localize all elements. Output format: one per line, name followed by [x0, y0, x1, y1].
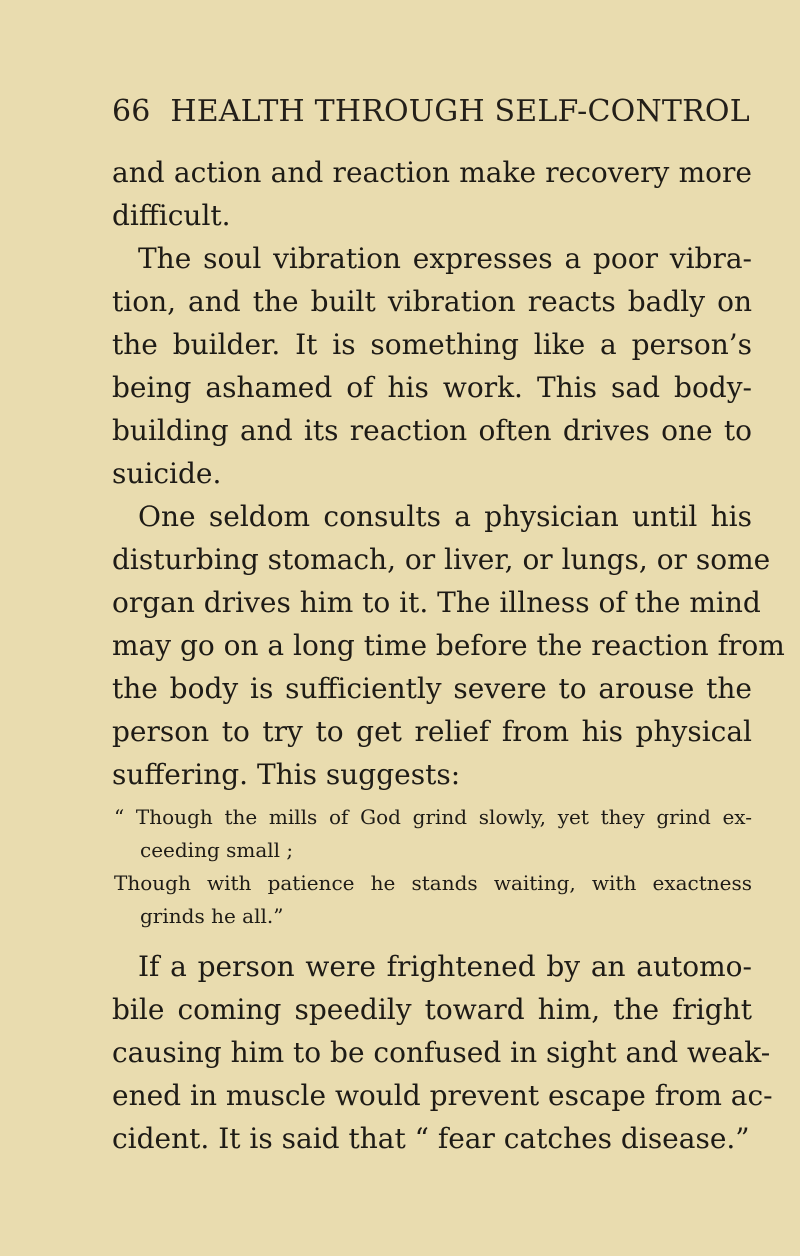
text-line: person to try to get relief from his physical — [112, 715, 752, 748]
block-quote — [112, 801, 752, 933]
quote-line: ceeding small ; — [140, 838, 294, 862]
text-line: being ashamed of his work. This sad body- — [112, 371, 752, 404]
text-line: and action and reaction make recovery more — [112, 156, 752, 189]
quote-line: “ Though the mills of God grind slowly, yet they grind ex- — [114, 805, 752, 829]
text-line: building and its reaction often drives one to — [112, 414, 752, 447]
paragraph — [112, 945, 773, 1160]
text-line: suicide. — [112, 457, 222, 490]
text-line: difficult. — [112, 199, 231, 232]
quote-line: grinds he all.” — [140, 904, 284, 928]
text-line: One seldom consults a physician until his — [138, 500, 752, 533]
text-line: organ drives him to it. The illness of the mind — [112, 586, 761, 619]
text-line: the body is sufficiently severe to arouse the — [112, 672, 752, 705]
text-line: bile coming speedily toward him, the fright — [112, 993, 752, 1026]
text-line: cident. It is said that “ fear catches disease.” — [112, 1122, 750, 1155]
paragraph — [112, 151, 752, 237]
paragraph — [112, 495, 785, 796]
text-line: causing him to be confused in sight and weak- — [112, 1036, 771, 1069]
text-line: The soul vibration expresses a poor vibra- — [138, 242, 752, 275]
text-line: the builder. It is something like a person’s — [112, 328, 752, 361]
text-line: suffering. This suggests: — [112, 758, 461, 791]
running-title: HEALTH THROUGH SELF-CONTROL — [170, 94, 750, 129]
text-line: ened in muscle would prevent escape from ac- — [112, 1079, 773, 1112]
text-line: tion, and the built vibration reacts badly on — [112, 285, 752, 318]
paragraph — [112, 237, 752, 495]
running-header — [112, 94, 750, 130]
page-body — [112, 151, 785, 1160]
text-line: If a person were frightened by an automo- — [138, 950, 752, 983]
page-number: 66 — [112, 94, 151, 129]
text-line: may go on a long time before the reaction from — [112, 629, 785, 662]
quote-line: Though with patience he stands waiting, with exactness — [114, 871, 752, 895]
text-line: disturbing stomach, or liver, or lungs, or some — [112, 543, 771, 576]
